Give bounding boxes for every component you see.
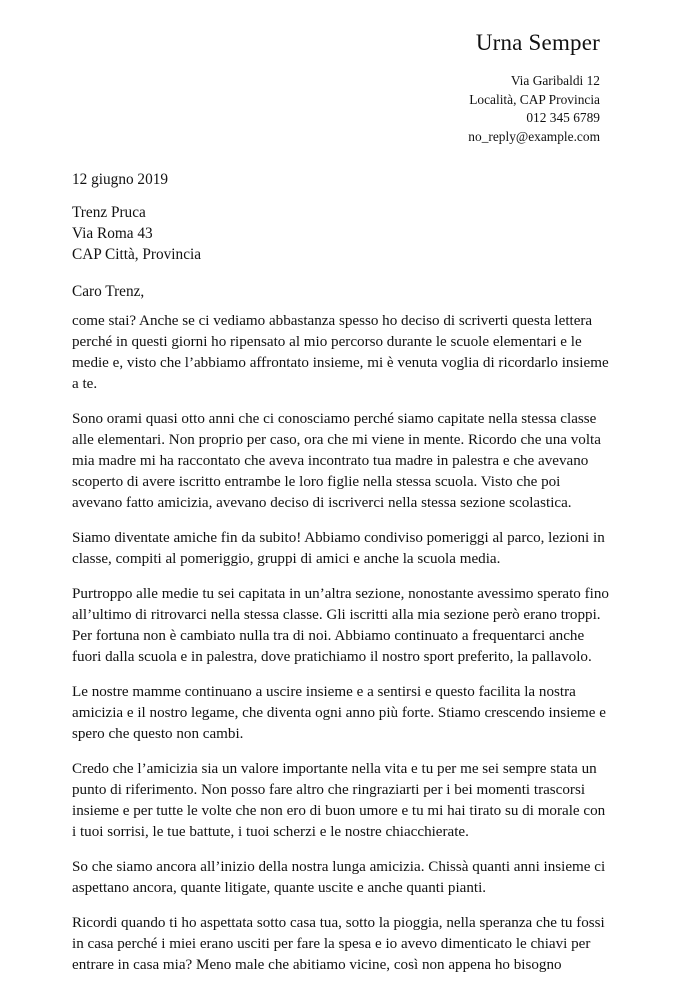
sender-locality: Località, CAP Provincia xyxy=(469,91,600,107)
recipient-street: Via Roma 43 xyxy=(72,225,153,242)
paragraph: Le nostre mamme continuano a uscire insieme e a sentirsi e questo facilita la nostra amicizia e il nostro legame, che diventa ogni anno più forte. Stiamo crescendo insieme e spero che questo non cambi. xyxy=(72,684,606,742)
paragraph: Siamo diventate amiche fin da subito! Abbiamo condiviso pomeriggi al parco, lezioni in classe, compiti al pomeriggio, gruppi di amici e anche la scuola media. xyxy=(72,530,605,567)
paragraph: Sono orami quasi otto anni che ci conosciamo perché siamo capitate nella stessa classe alle elementari. Non proprio per caso, ora che mi viene in mente. Ricordo che una volta mia madre mi ha raccontato che aveva incontrato tua madre in palestra e che avevano scoperto di avere iscritto entrambe le loro figlie nella stessa scuola. Visto che poi avevano fatto amicizia, avevano deciso di iscriverci nella stessa sezione scolastica. xyxy=(72,411,601,511)
paragraph: Credo che l’amicizia sia un valore importante nella vita e tu per me sei sempre stata un punto di riferimento. Non posso fare altro che ringraziarti per i bei momenti trascorsi insieme e per tutte le volte che non ero di buon umore e tu mi hai tirato su di morale con i tuoi sorrisi, le tue battute, i tuoi scherzi e le nostre chiacchierate. xyxy=(72,761,606,840)
sender-address xyxy=(468,72,600,146)
paragraph: Purtroppo alle medie tu sei capitata in un’altra sezione, nonostante avessimo sperato fino all’ultimo di ritrovarci nella stessa classe. Gli iscritti alla mia sezione però erano troppi. Per fortuna non è cambiato nulla tra di noi. Abbiamo continuato a frequentarci anche fuori dalla scuola e in palestra, dove pratichiamo il nostro sport preferito, la pallavolo. xyxy=(72,586,609,665)
recipient-name: Trenz Pruca xyxy=(72,204,146,221)
recipient-city: CAP Città, Provincia xyxy=(72,246,202,263)
paragraph: come stai? Anche se ci vediamo abbastanza spesso ho deciso di scriverti questa lettera perché in questi giorni ho ripensato al mio percorso durante le scuole elementari e le medie e, visto che l’abbiamo affrontato insieme, mi è venuta voglia di ricordarlo insieme a te. xyxy=(72,313,609,392)
sender-phone: 012 345 6789 xyxy=(526,110,600,125)
paragraph: So che siamo ancora all’inizio della nostra lunga amicizia. Chissà quanti anni insieme ci aspettano ancora, quante litigate, quante uscite e anche quanti pianti. xyxy=(72,859,606,896)
letter-body xyxy=(72,311,612,990)
letter-date: 12 giugno 2019 xyxy=(72,171,169,188)
sender-email: no_reply@example.com xyxy=(468,128,600,144)
salutation: Caro Trenz, xyxy=(72,283,145,300)
sender-street: Via Garibaldi 12 xyxy=(510,73,600,88)
paragraph: Ricordi quando ti ho aspettata sotto casa tua, sotto la pioggia, nella speranza che tu fossi in casa perché i miei erano usciti per fare la spesa e io avevo dimenticato le chiavi per entrare in casa mia? Meno male che abitiamo vicine, così non appena ho bisogno xyxy=(72,915,605,973)
sender-name: Urna Semper xyxy=(475,30,600,55)
recipient-address xyxy=(72,202,201,265)
